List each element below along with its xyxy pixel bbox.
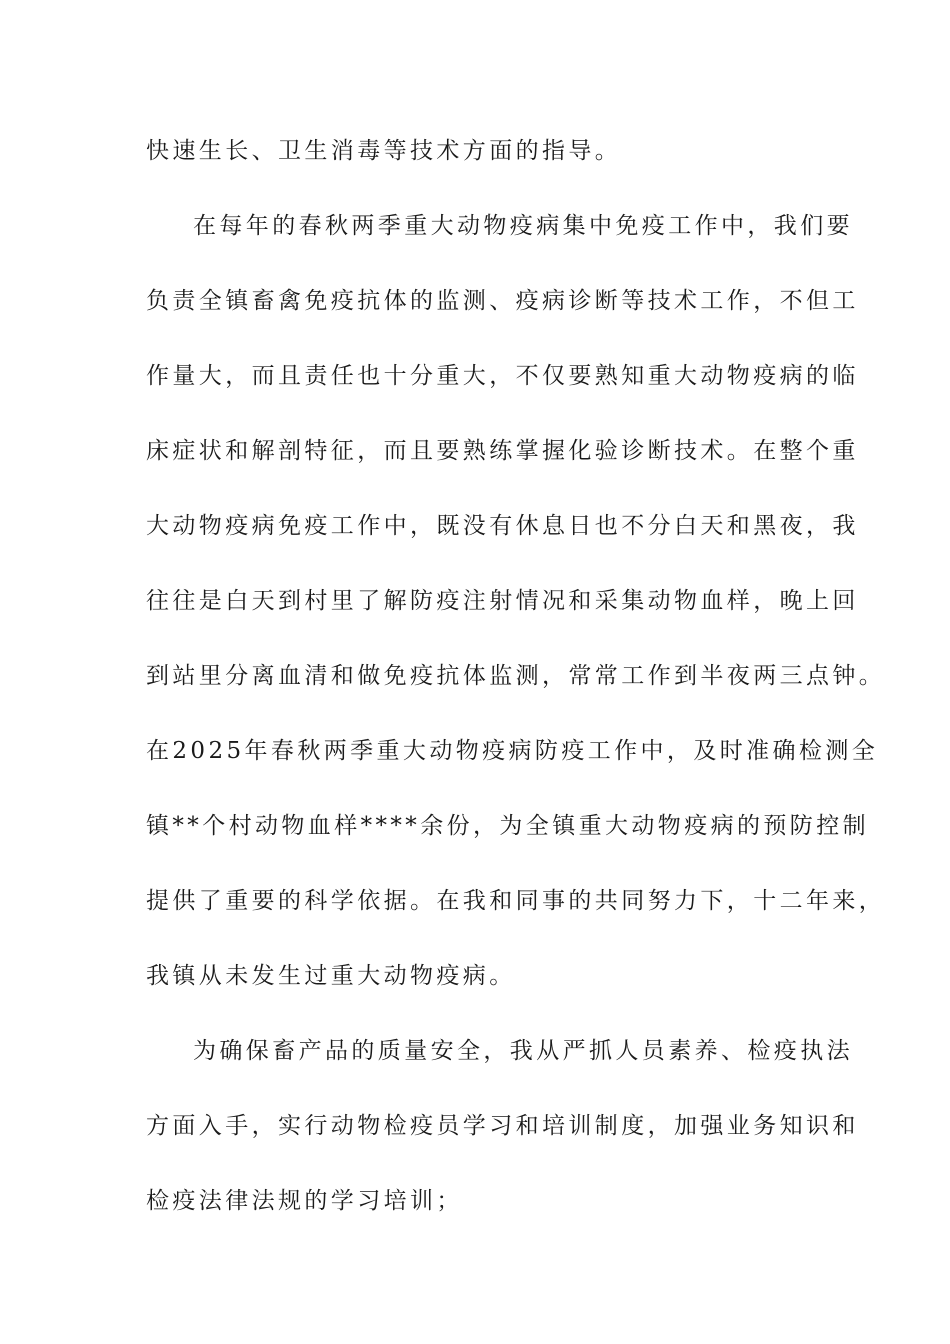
- paragraph-line: 镇**个村动物血样****余份，为全镇重大动物疫病的预防控制: [146, 813, 869, 839]
- paragraph-line: 大动物疫病免疫工作中，既没有休息日也不分白天和黑夜，我: [146, 513, 859, 539]
- paragraph-line: 床症状和解剖特征，而且要熟练掌握化验诊断技术。在整个重: [146, 438, 859, 464]
- paragraph-line: 方面入手，实行动物检疫员学习和培训制度，加强业务知识和: [146, 1113, 859, 1139]
- paragraph-line: 往往是白天到村里了解防疫注射情况和采集动物血样，晚上回: [146, 588, 859, 614]
- paragraph-line: 在每年的春秋两季重大动物疫病集中免疫工作中，我们要: [193, 213, 853, 239]
- paragraph-line: 检疫法律法规的学习培训；: [146, 1188, 463, 1214]
- paragraph-line: 作量大，而且责任也十分重大，不仅要熟知重大动物疫病的临: [146, 363, 859, 389]
- paragraph-line: 为确保畜产品的质量安全，我从严抓人员素养、检疫执法: [193, 1038, 853, 1064]
- paragraph-line: 在2025年春秋两季重大动物疫病防疫工作中，及时准确检测全: [146, 738, 879, 764]
- paragraph-line: 我镇从未发生过重大动物疫病。: [146, 963, 516, 989]
- paragraph-line: 提供了重要的科学依据。在我和同事的共同努力下，十二年来，: [146, 888, 886, 914]
- paragraph-line: 负责全镇畜禽免疫抗体的监测、疫病诊断等技术工作，不但工: [146, 288, 859, 314]
- paragraph-line: 快速生长、卫生消毒等技术方面的指导。: [146, 138, 622, 164]
- paragraph-line: 到站里分离血清和做免疫抗体监测，常常工作到半夜两三点钟。: [146, 663, 886, 689]
